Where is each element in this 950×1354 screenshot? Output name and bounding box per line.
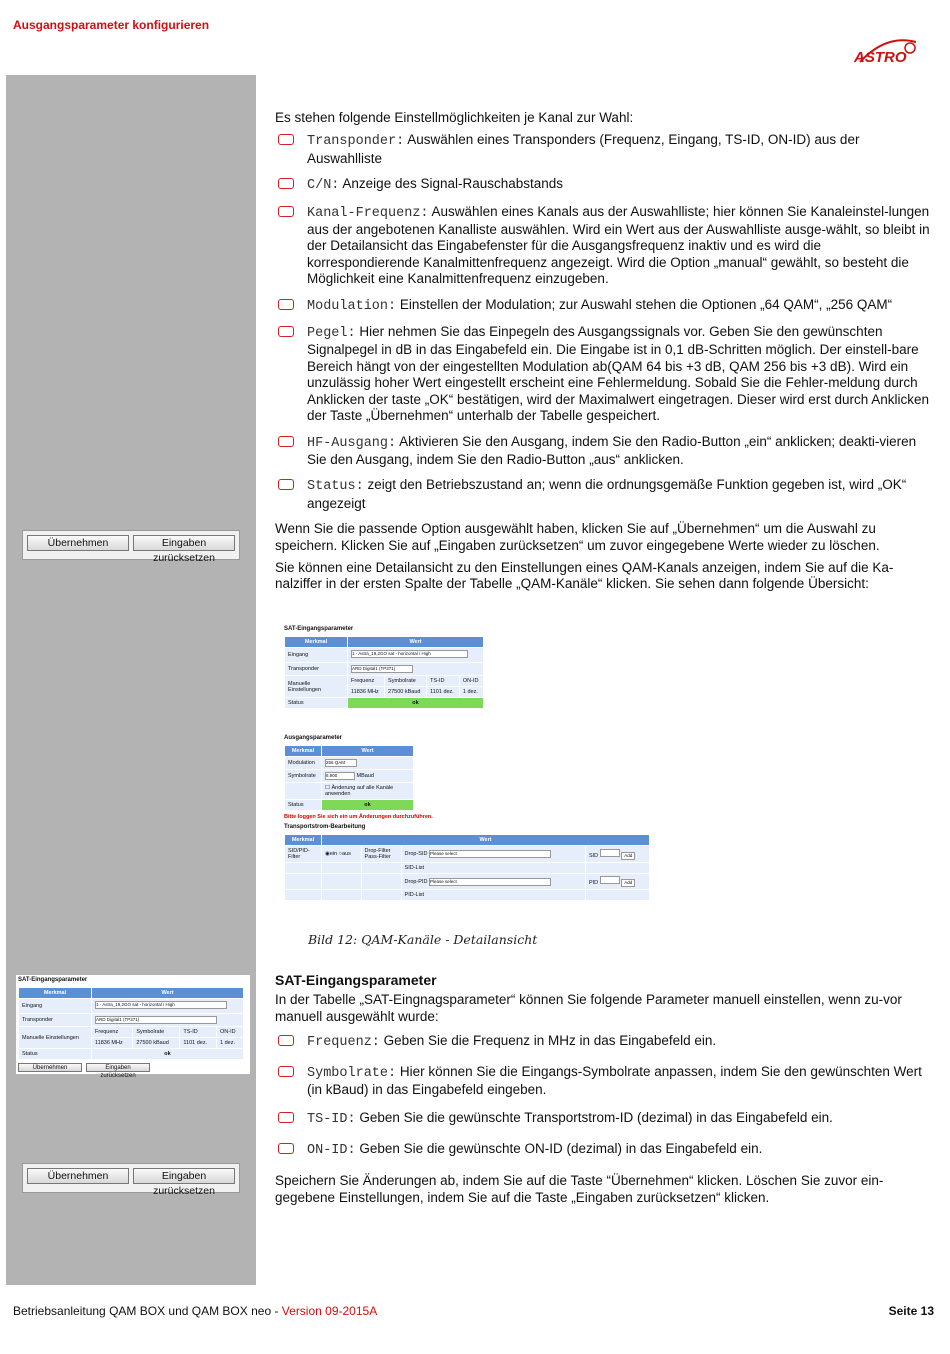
option-item: Status: zeigt den Betriebszustand an; wenn die ordnungsgemäße Funktion gegeben ist, wird „OK“ angezeigt (275, 477, 930, 512)
param-item: ON-ID: Geben Sie die gewünschte ON-ID (dezimal) in das Eingabefeld ein. (275, 1141, 930, 1159)
option-item: HF-Ausgang: Aktivieren Sie den Ausgang, indem Sie den Radio-Button „ein“ anklicken; deakti-vieren Sie den Ausgang, indem Sie den Radio-Button „aus“ anklicken. (275, 434, 930, 469)
sat-section (275, 972, 930, 1212)
reset-button[interactable]: Eingaben zurücksetzen (133, 535, 235, 551)
login-warning: Bitte loggen Sie sich ein um Änderungen durchzuführen. (284, 814, 433, 820)
checkbox-icon (278, 1035, 294, 1046)
option-item: Modulation: Einstellen der Modulation; zur Auswahl stehen die Optionen „64 QAM“, „256 QAM“ (275, 297, 930, 315)
param-item: Frequenz: Geben Sie die Frequenz in MHz in das Eingabefeld ein. (275, 1033, 930, 1051)
checkbox-icon (278, 479, 294, 490)
transponder-select[interactable]: ARD Digital1 (TP371) (351, 665, 413, 673)
checkbox-icon (278, 134, 294, 145)
option-item: Kanal-Frequenz: Auswählen eines Kanals aus der Auswahlliste; hier können Sie Kanaleinstel-lungen aus der angebotenen Kanalliste auswählen. Wird ein Wert aus der Auswahlliste ausge-wählt, so bleibt in der Detailansicht das Eingabefenster für die Ausgangsfrequenz inaktiv und es wird die korrespondierende Kanalmittenfrequenz angezeigt. Wird die Option „manual“ gewählt, so besteht die Möglichkeit eine Kanalmittenfrequenz einzugeben. (275, 204, 930, 288)
section-intro: In der Tabelle „SAT-Eingnagsparameter“ können Sie folgende Parameter manuell einstellen, wenn zu-vor manuell ausgewählt wurde: (275, 992, 902, 1024)
section-outro: Speichern Sie Änderungen ab, indem Sie auf die Taste “Übernehmen“ klicken. Löschen Sie zuvor ein-gegebene Einstellungen, indem Sie auf die Taste „Eingaben zurücksetzen“ klicken. (275, 1173, 884, 1205)
checkbox-icon (278, 299, 294, 310)
reset-button[interactable]: Eingaben zurücksetzen (133, 1168, 235, 1184)
section-heading: SAT-Eingangsparameter (275, 972, 437, 988)
checkbox-icon (278, 1143, 294, 1154)
intro-text: Es stehen folgende Einstellmöglichkeiten je Kanal zur Wahl: (275, 110, 634, 125)
after-text-2: Sie können eine Detailansicht zu den Einstellungen eines QAM-Kanals anzeigen, indem Sie auf die Ka-nalziffer in der ersten Spalte der Tabelle „QAM-Kanäle“ klicken. Sie sehen dann folgende Übersicht: (275, 559, 894, 592)
option-item: C/N: Anzeige des Signal-Rauschabstands (275, 176, 930, 194)
svg-text:ASTRO: ASTRO (854, 49, 907, 66)
modulation-select[interactable]: 256 QAM (325, 759, 357, 767)
figure-sat-table: SAT-Eingangsparameter Merkmal Wert Eingang 1 - Astra_19,2GO sat - horizontal / High Transponder ARD Digital1 (TP371) Manuelle Einstellungen Frequenz Symbolrate TS-ID ON-ID 11836 MHz 27500 kBaud 1101 dez. 1 dez. Status ok (284, 626, 484, 709)
figure-caption: Bild 12: QAM-Kanäle - Detailansicht (308, 932, 538, 947)
mini-reset-button[interactable]: Eingaben zurücksetzen (86, 1063, 150, 1072)
main-content (275, 110, 930, 599)
checkbox-icon (278, 178, 294, 189)
apply-button[interactable]: Übernehmen (27, 1168, 129, 1184)
apply-button[interactable]: Übernehmen (27, 535, 129, 551)
sidebar-sat-table: SAT-Eingangsparameter Merkmal Wert Eingang 1 - Astra_19,2GO sat - horizontal / High Transponder ARD Digital1 (TP371) Manuelle Einstellungen Frequenz Symbolrate TS-ID ON-ID 11836 MHz 27500 kBaud 1101 dez. 1 dez. Status ok Übernehmen Eingaben zurücksetzen (16, 975, 250, 1074)
checkbox-icon (278, 1112, 294, 1123)
option-item: Pegel: Hier nehmen Sie das Einpegeln des Ausgangssignals vor. Geben Sie den gewünschten Signalpegel in dB in das Eingabefeld ein. Die Eingabe ist in 0,1 dB-Schritten möglich. Der einstell-bare Bereich hängt von der eingestellten Modulation ab(QAM 64 bis +3 dB, QAM 256 bis +3 dB). Wird ein unzulässig hoher Wert eingestellt erscheint eine Fehlermeldung. Sobald Sie die Fehler-meldung durch Anklicken der taste „OK“ bestätigen, wird der Maximalwert eingetragen. Dieser wird erst durch Anklicken der Taste „Übernehmen“ unterhalb der Tabelle gespeichert. (275, 324, 930, 424)
checkbox-icon (278, 436, 294, 447)
option-item: Transponder: Auswählen eines Transponders (Frequenz, Eingang, TS-ID, ON-ID) aus der Auswahlliste (275, 132, 930, 167)
page-number: Seite 13 (888, 1304, 934, 1318)
button-bar-2 (22, 1163, 240, 1197)
header-title: Ausgangsparameter konfigurieren (13, 18, 210, 32)
options-list (275, 132, 930, 512)
checkbox-icon (278, 1066, 294, 1077)
checkbox-icon (278, 326, 294, 337)
after-text-1: Wenn Sie die passende Option ausgewählt haben, klicken Sie auf „Übernehmen“ um die Auswahl zu speichern. Klicken Sie auf „Eingaben zurücksetzen“ um zuvor eingegebene Werte wieder zu löschen. (275, 521, 880, 553)
figure-output-table: Ausgangsparameter Merkmal Wert Modulation 256 QAM Symbolrate 6.900 MBaud ☐ Änderung auf alle Kanäle anwenden Status ok Bitte loggen Sie sich ein um Änderungen durchzuführen. Transportstrom-Bearbeitung Merkmal Wert SID/PID-Filter ◉ein ○aus Drop-Filter Pass-Filter Drop-SID Please select SID Add SID-List Drop-PID Please select PID Add PID-List (284, 735, 650, 901)
eingang-select[interactable]: 1 - Astra_19,2GO sat - horizontal / High (351, 650, 468, 658)
footer-doc: Betriebsanleitung QAM BOX und QAM BOX neo - Version 09-2015A (13, 1304, 378, 1318)
param-item: TS-ID: Geben Sie die gewünschte Transportstrom-ID (dezimal) in das Eingabefeld ein. (275, 1110, 930, 1128)
param-item: Symbolrate: Hier können Sie die Eingangs-Symbolrate anpassen, indem Sie den gewünschten Wert (in kBaud) in das Eingabefeld eingeben. (275, 1064, 930, 1099)
mini-apply-button[interactable]: Übernehmen (18, 1063, 82, 1072)
astro-logo (850, 32, 922, 72)
button-bar-1 (22, 530, 240, 564)
checkbox-icon (278, 206, 294, 217)
sidebar (6, 75, 256, 1285)
